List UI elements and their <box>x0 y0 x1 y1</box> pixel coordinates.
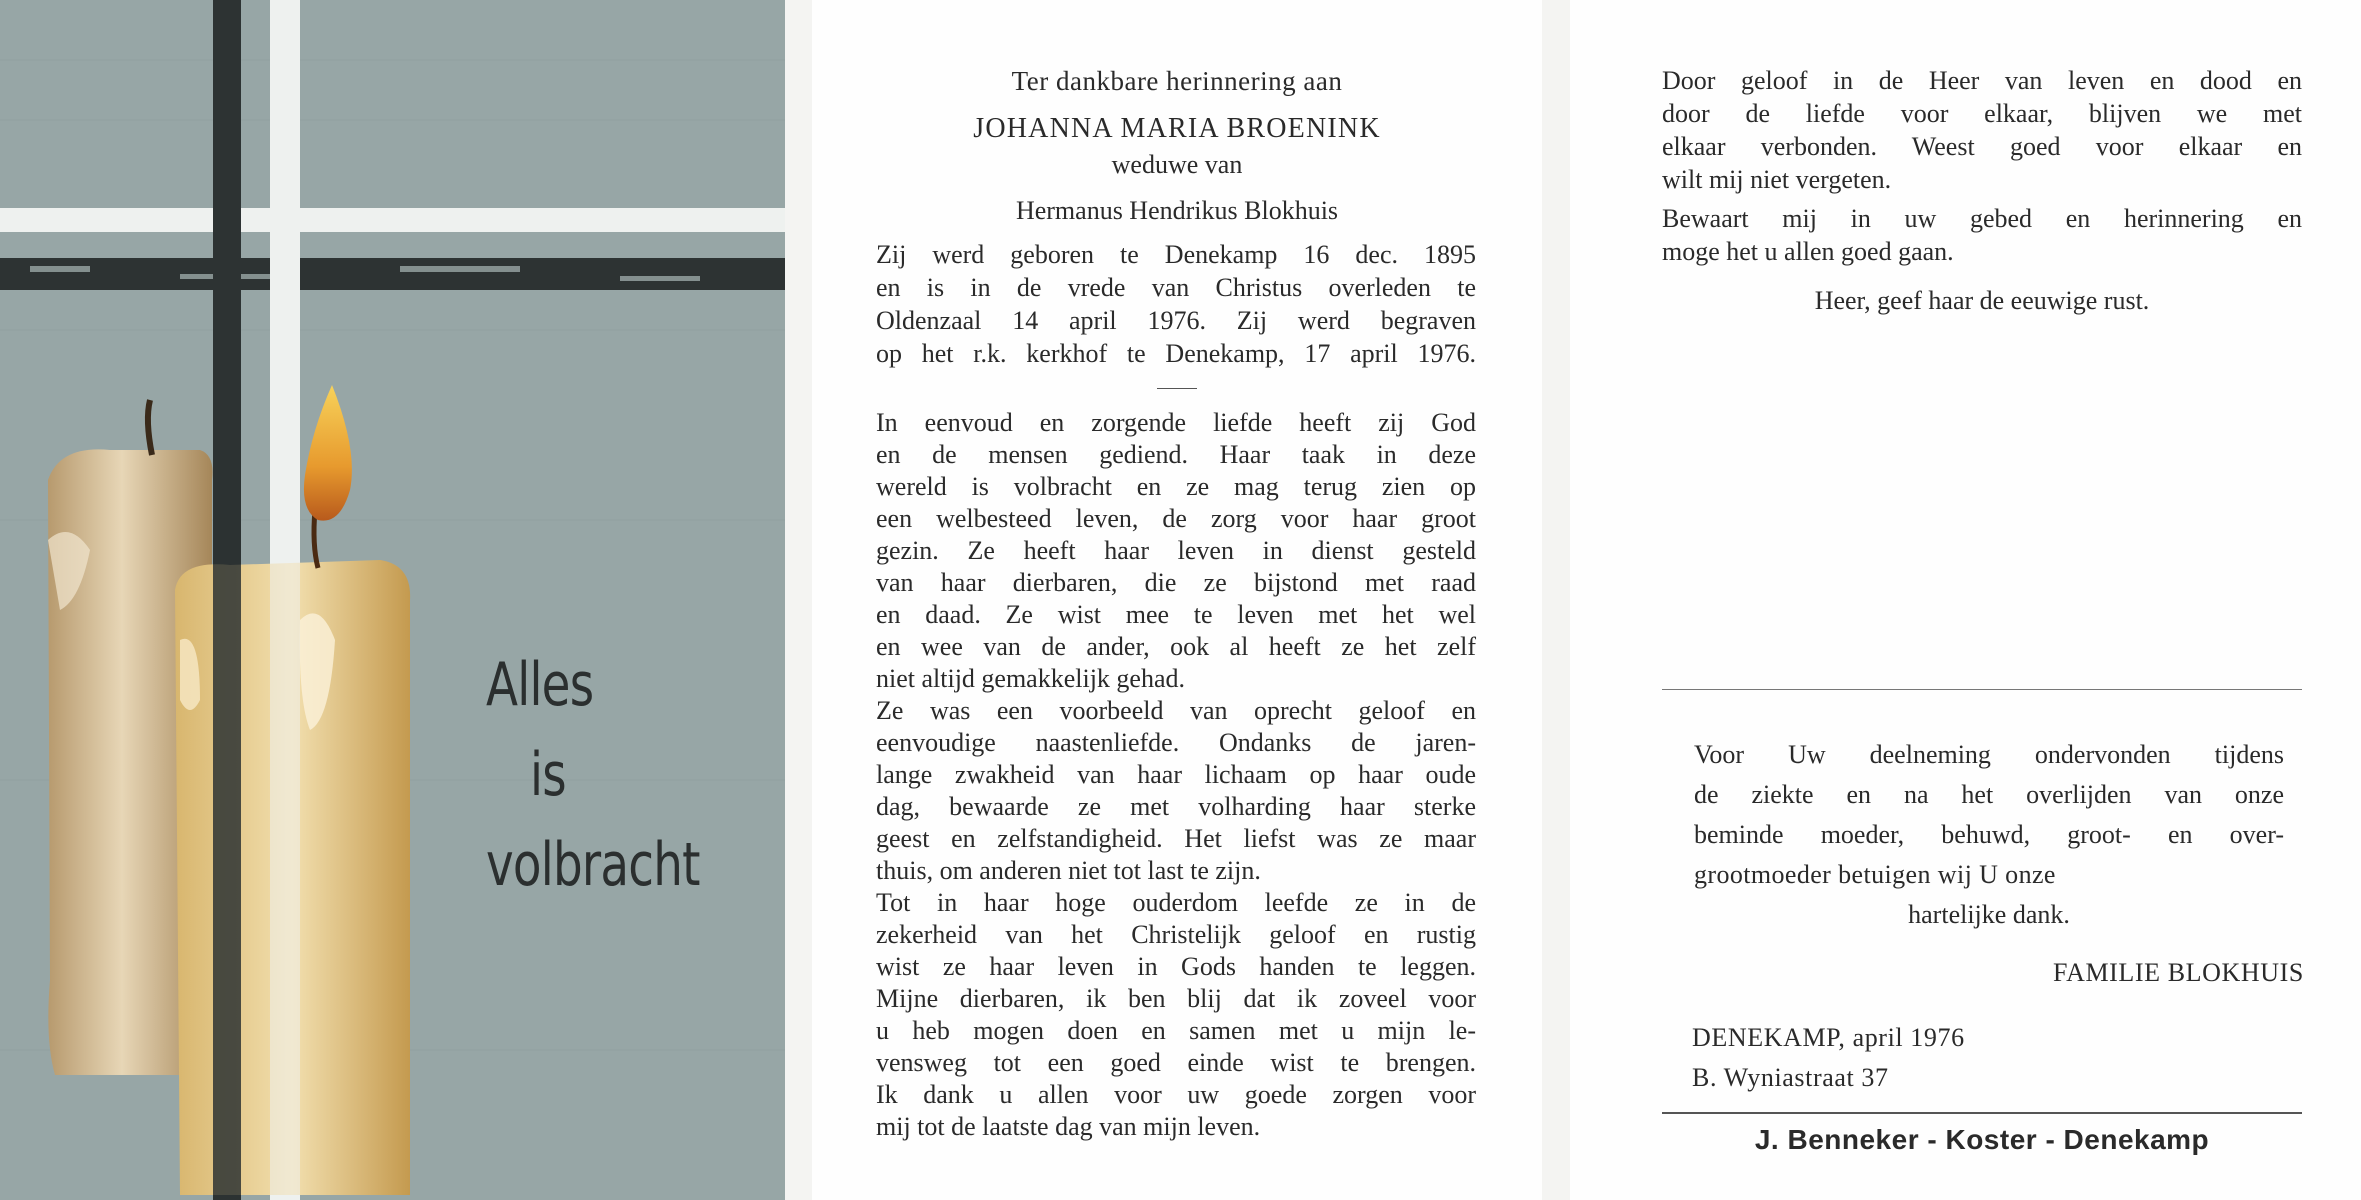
quote-line: Bewaart mij in uw gebed en herinnering en <box>1662 204 2302 233</box>
body-line: geest en zelfstandigheid. Het liefst was ze maar <box>876 824 1476 853</box>
body-line: lange zwakheid van haar lichaam op haar oude <box>876 760 1476 789</box>
body-line: en daad. Ze wist mee te leven met het wel <box>876 600 1476 629</box>
body-line: In eenvoud en zorgende liefde heeft zij God <box>876 408 1476 437</box>
body-line: Tot in haar hoge ouderdom leefde ze in de <box>876 888 1476 917</box>
fold-gap <box>1542 0 1570 1200</box>
address: B. Wyniastraat 37 <box>1692 1063 1889 1092</box>
body-line: vensweg tot een goed einde wist te brengen. <box>876 1048 1476 1077</box>
divider <box>1157 388 1197 389</box>
flame <box>304 385 352 521</box>
family-signature: FAMILIE BLOKHUIS <box>2052 958 2304 987</box>
body-line: zekerheid van het Christelijk geloof en rustig <box>876 920 1476 949</box>
body-line: en wee van de ander, ook al heeft ze het zelf <box>876 632 1476 661</box>
quote-line: door de liefde voor elkaar, blijven we met <box>1662 99 2302 128</box>
body-line: wereld is volbracht en ze mag terug zien op <box>876 472 1476 501</box>
bio-line: op het r.k. kerkhof te Denekamp, 17 april 1976. <box>876 339 1476 368</box>
motto-line-3: volbracht <box>486 830 700 900</box>
prayer: Heer, geef haar de eeuwige rust. <box>1814 286 2150 315</box>
body-line: dag, bewaarde ze met volharding haar sterke <box>876 792 1476 821</box>
quote-line: Door geloof in de Heer van leven en dood en <box>1662 66 2302 95</box>
thanks-line: de ziekte en na het overlijden van onze <box>1694 780 2284 809</box>
husband-name: Hermanus Hendrikus Blokhuis <box>1015 196 1339 225</box>
thanks-line: grootmoeder betuigen wij U onze <box>1694 860 2056 889</box>
body-line: van haar dierbaren, die ze bijstond met raad <box>876 568 1476 597</box>
bio-line: en is in de vrede van Christus overleden te <box>876 273 1476 302</box>
cross-bar-light <box>0 208 785 232</box>
right-panel <box>1570 0 2361 1200</box>
quote-line: moge het u allen goed gaan. <box>1662 237 1954 266</box>
body-line: Mijne dierbaren, ik ben blij dat ik zoveel voor <box>876 984 1476 1013</box>
printer-credit: J. Benneker - Koster - Denekamp <box>1754 1124 2210 1155</box>
cross-bar-dark <box>0 258 785 290</box>
bio-line: Zij werd geboren te Denekamp 16 dec. 1895 <box>876 240 1476 269</box>
thanks-line: beminde moeder, behuwd, groot- en over- <box>1694 820 2284 849</box>
body-line: niet altijd gemakkelijk gehad. <box>876 664 1186 693</box>
body-line: Ze was een voorbeeld van oprecht geloof en <box>876 696 1476 725</box>
header: Ter dankbare herinnering aan <box>1011 66 1343 96</box>
quote-line: elkaar verbonden. Weest goed voor elkaar en <box>1662 132 2302 161</box>
body-line: Ik dank u allen voor uw goede zorgen voor <box>876 1080 1476 1109</box>
unlit-wick <box>148 400 152 455</box>
rule <box>1662 689 2302 690</box>
body-line: en de mensen gediend. Haar taak in deze <box>876 440 1476 469</box>
middle-panel <box>812 0 1542 1200</box>
motto-line-1: Alles <box>486 650 594 720</box>
deceased-name: JOHANNA MARIA BROENINK <box>973 113 1381 144</box>
quote-line: wilt mij niet vergeten. <box>1662 165 1892 194</box>
body-line: een welbesteed leven, de zorg voor haar groot <box>876 504 1476 533</box>
body-line: u heb mogen doen en samen met u mijn le- <box>876 1016 1476 1045</box>
bio-line: Oldenzaal 14 april 1976. Zij werd begraven <box>876 306 1476 335</box>
thanks-line: Voor Uw deelneming ondervonden tijdens <box>1694 740 2284 769</box>
thanks-line: hartelijke dank. <box>1908 900 2070 929</box>
body-line: wist ze haar leven in Gods handen te leggen. <box>876 952 1476 981</box>
place-date: DENEKAMP, april 1976 <box>1692 1023 1965 1052</box>
body-line: thuis, om anderen niet tot last te zijn. <box>876 856 1261 885</box>
fold-gap <box>785 0 812 1200</box>
front-cover <box>0 0 785 1200</box>
body-line: gezin. Ze heeft haar leven in dienst gesteld <box>876 536 1476 565</box>
widow-of: weduwe van <box>1111 150 1243 179</box>
rule <box>1662 1112 2302 1114</box>
body-line: mij tot de laatste dag van mijn leven. <box>876 1112 1261 1141</box>
candles-illustration <box>0 0 785 1200</box>
motto-line-2: is <box>530 740 566 810</box>
body-line: eenvoudige naastenliefde. Ondanks de jaren- <box>876 728 1476 757</box>
